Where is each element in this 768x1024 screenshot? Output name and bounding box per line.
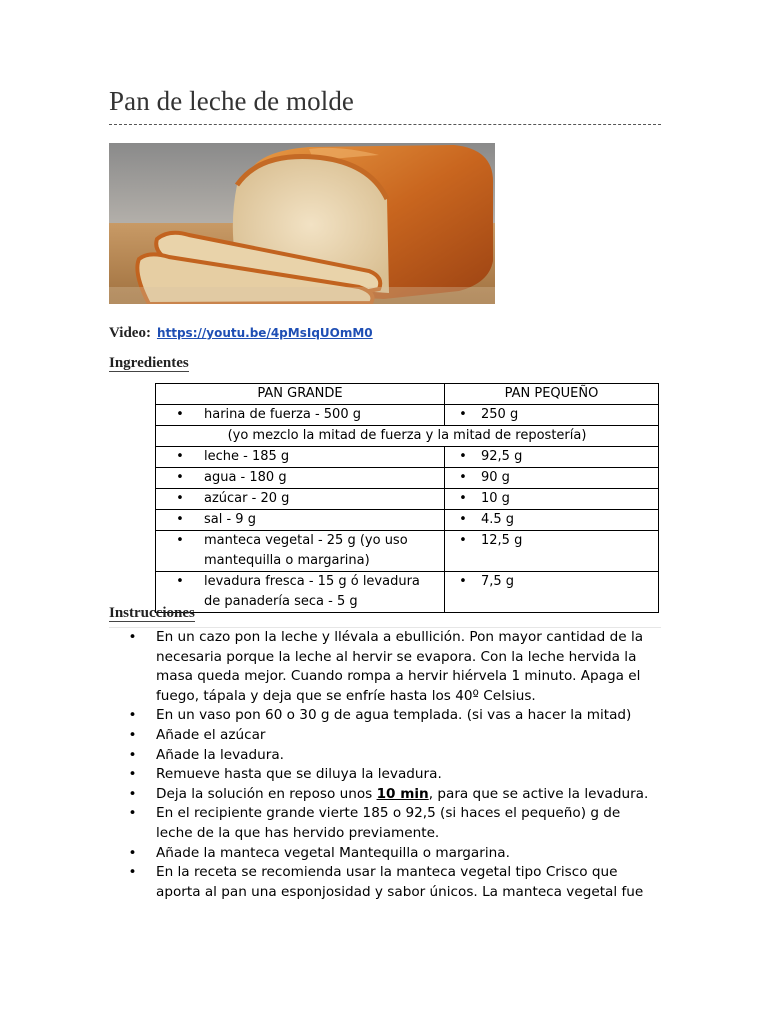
bullet: • <box>176 574 184 589</box>
bullet: • <box>128 766 137 783</box>
table-row <box>156 447 659 468</box>
step-text: Añade la levadura. <box>156 746 284 763</box>
list-item <box>109 804 657 843</box>
video-link[interactable]: https://youtu.be/4pMsIqUOmM0 <box>156 326 373 340</box>
bullet: • <box>128 785 137 802</box>
step-text-part: Deja la solución en reposo unos <box>156 785 377 802</box>
table-row <box>156 531 659 572</box>
ingredients-table <box>155 383 659 613</box>
ingredient-small: 250 g <box>481 407 519 422</box>
step-text: Remueve hasta que se diluya la levadura. <box>156 766 442 783</box>
bullet: • <box>128 707 137 724</box>
ingredient-big: sal - 9 g <box>204 512 256 527</box>
page-title: Pan de leche de molde <box>109 86 355 116</box>
bread-photo <box>109 143 495 304</box>
bullet: • <box>176 533 184 548</box>
ingredient-big: azúcar - 20 g <box>204 491 290 506</box>
bullet: • <box>459 491 467 506</box>
list-item <box>109 706 657 726</box>
table-row <box>156 572 659 613</box>
rest-time: 10 min <box>376 785 429 802</box>
step-text: En un vaso pon 60 o 30 g de agua templada. (si vas a hacer la mitad) <box>156 707 632 724</box>
ingredient-small: 10 g <box>481 491 510 506</box>
ingredient-small: 90 g <box>481 470 510 485</box>
ingredient-big: harina de fuerza - 500 g <box>204 407 361 422</box>
ingredient-small: 12,5 g <box>481 533 523 548</box>
table-row <box>156 489 659 510</box>
bullet: • <box>128 746 137 763</box>
bullet: • <box>176 512 184 527</box>
step-text: En la receta se recomienda usar la manteca vegetal tipo Crisco que aporta al pan una esponjosidad y sabor únicos. La manteca vegetal fue <box>156 864 644 900</box>
step-text-part: , para que se active la levadura. <box>428 785 649 802</box>
title-divider <box>109 124 661 125</box>
video-line <box>109 325 373 342</box>
bullet: • <box>459 512 467 527</box>
col-header-big: PAN GRANDE <box>156 384 445 405</box>
bullet: • <box>459 574 467 589</box>
bullet: • <box>459 449 467 464</box>
bullet: • <box>128 726 137 743</box>
ingredient-big: leche - 185 g <box>204 449 290 464</box>
bullet: • <box>176 491 184 506</box>
instructions-heading: Instrucciones <box>109 605 195 621</box>
list-item <box>109 746 657 766</box>
list-item <box>109 628 657 706</box>
bullet: • <box>176 449 184 464</box>
step-text: En el recipiente grande vierte 185 o 92,5 (si haces el pequeño) g de leche de la que has hervido previamente. <box>156 805 621 841</box>
bullet: • <box>176 407 184 422</box>
step-text: En un cazo pon la leche y llévala a ebullición. Pon mayor cantidad de la necesaria porque la leche al hervir se evapora. Con la leche hervida la masa queda mejor. Cuando rompa a hervir hiérvela 1 minuto. Apaga el fuego, tápala y deja que se enfríe hasta los 40º Celsius. <box>156 629 644 704</box>
flour-note: (yo mezclo la mitad de fuerza y la mitad de repostería) <box>156 426 659 447</box>
table-header-row <box>156 384 659 405</box>
ingredients-heading: Ingredientes <box>109 355 189 371</box>
bullet: • <box>459 533 467 548</box>
ingredient-small: 92,5 g <box>481 449 523 464</box>
list-item <box>109 765 657 785</box>
step-text <box>156 785 657 805</box>
ingredient-small: 7,5 g <box>481 574 515 589</box>
instructions-list <box>109 628 657 902</box>
bullet: • <box>128 629 137 645</box>
step-text: Añade el azúcar <box>156 726 266 743</box>
col-header-small: PAN PEQUEÑO <box>445 384 659 405</box>
step-text: Añade la manteca vegetal Mantequilla o margarina. <box>156 844 510 861</box>
bullet: • <box>128 844 137 861</box>
list-item <box>109 785 657 805</box>
bread-loaf-image <box>109 143 495 304</box>
bullet: • <box>176 470 184 485</box>
bullet: • <box>128 805 137 822</box>
ingredient-big: manteca vegetal - 25 g (yo uso mantequilla o margarina) <box>204 533 408 568</box>
table-row <box>156 468 659 489</box>
ingredient-big: levadura fresca - 15 g ó levadura de panadería seca - 5 g <box>204 574 420 609</box>
bullet: • <box>459 407 467 422</box>
table-note-row <box>156 426 659 447</box>
list-item <box>109 863 657 902</box>
ingredient-small: 4.5 g <box>481 512 515 527</box>
table-row <box>156 510 659 531</box>
video-label: Video: <box>109 325 151 341</box>
list-item <box>109 844 657 864</box>
ingredient-big: agua - 180 g <box>204 470 287 485</box>
bullet: • <box>459 470 467 485</box>
list-item <box>109 726 657 746</box>
table-row <box>156 405 659 426</box>
bullet: • <box>128 864 137 881</box>
